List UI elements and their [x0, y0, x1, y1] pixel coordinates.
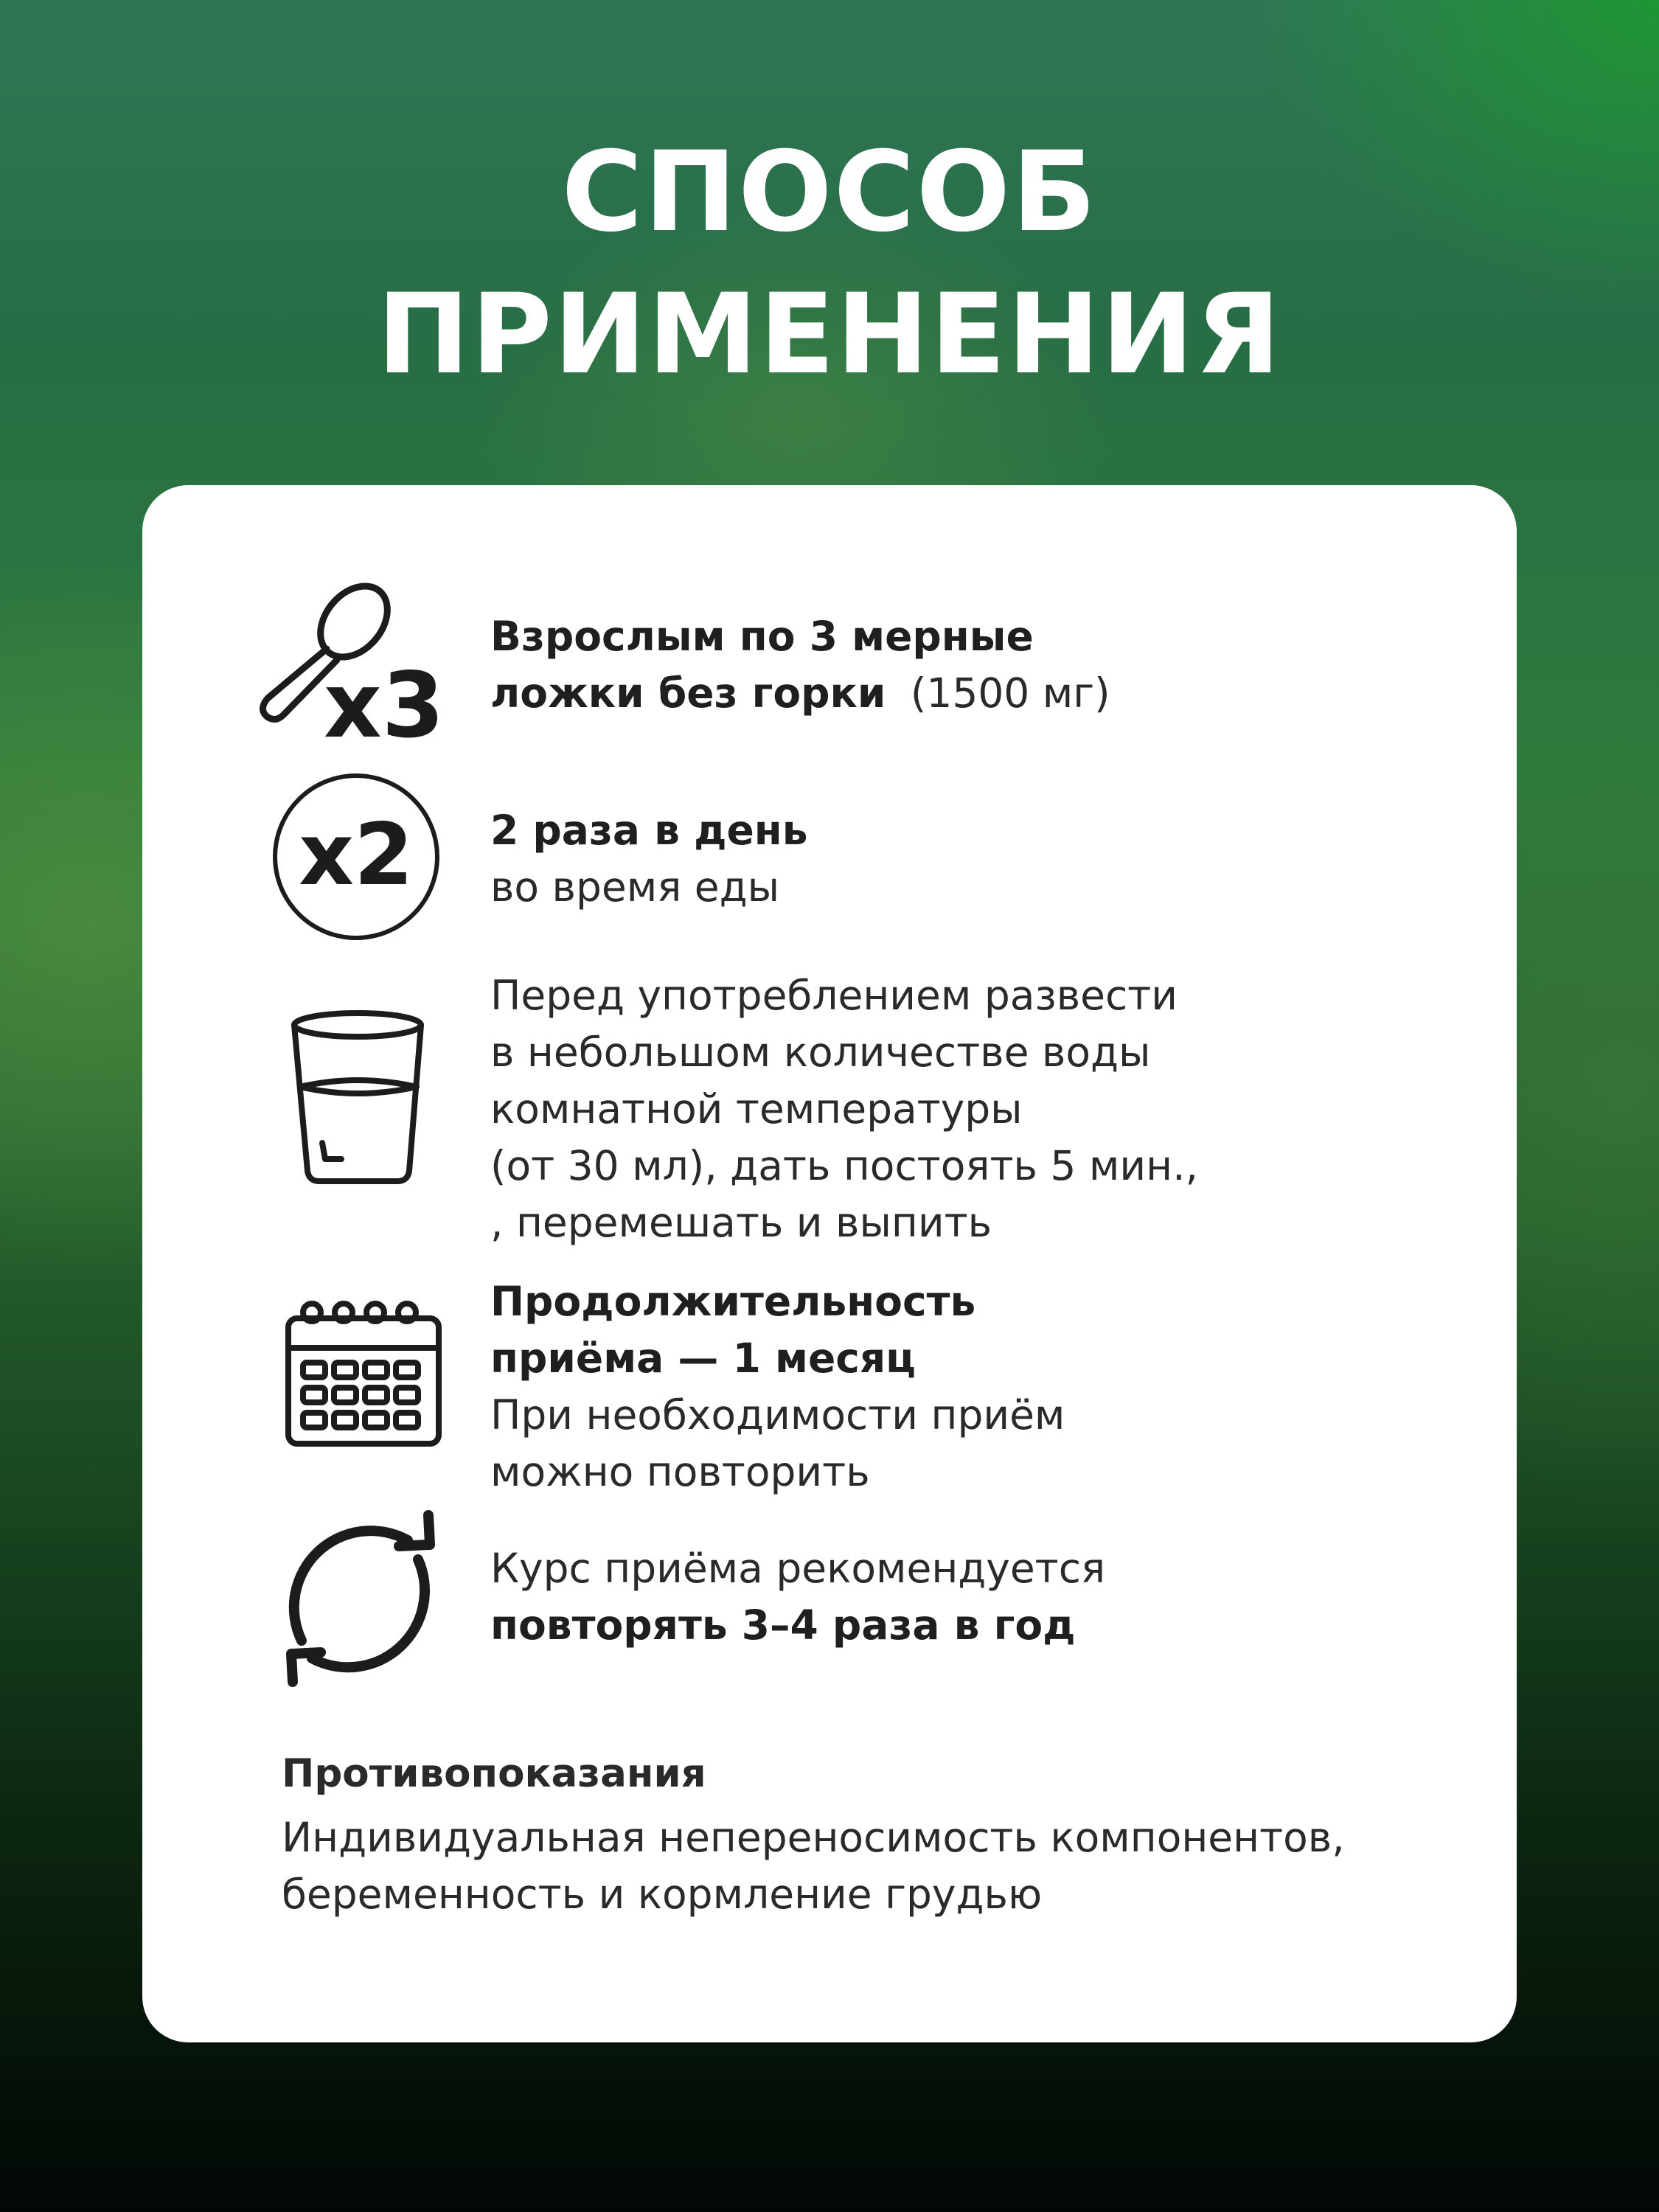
- spoon-x3-icon: [254, 573, 461, 758]
- item-preparation-text: [490, 967, 1198, 1251]
- frequency-line-1: 2 раза в день: [490, 807, 808, 854]
- preparation-line-2: в небольшом количестве воды: [490, 1029, 1151, 1076]
- calendar-icon: [282, 1296, 445, 1451]
- item-course-text: [490, 1540, 1105, 1654]
- instructions-card: [142, 485, 1517, 2042]
- frequency-line-2: во время еды: [490, 863, 780, 911]
- contraindications-line-1: Индивидуальная непереносимость компонентов,: [282, 1814, 1345, 1861]
- item-duration-text: [490, 1273, 1065, 1500]
- item-frequency-text: [490, 802, 808, 916]
- dosage-amount: (1500 мг): [910, 669, 1110, 717]
- dosage-line-2-bold: ложки без горки: [490, 669, 886, 717]
- duration-line-4: можно повторить: [490, 1448, 870, 1495]
- course-line-1: Курс приёма рекомендуется: [490, 1545, 1106, 1592]
- circle-x2-icon: [272, 773, 449, 950]
- course-line-2: повторять 3–4 раза в год: [490, 1601, 1076, 1649]
- preparation-line-1: Перед употреблением развести: [490, 972, 1178, 1019]
- preparation-line-5: , перемешать и выпить: [490, 1199, 992, 1246]
- preparation-line-4: (от 30 мл), дать постоять 5 мин.,: [490, 1142, 1199, 1189]
- contraindications-heading: Противопоказания: [282, 1751, 706, 1796]
- contraindications-line-2: беременность и кормление грудью: [282, 1871, 1043, 1918]
- duration-line-3: При необходимости приём: [490, 1391, 1065, 1439]
- contraindications-text: [282, 1809, 1345, 1923]
- preparation-line-3: комнатной температуры: [490, 1085, 1023, 1133]
- svg-text:x2: x2: [299, 805, 414, 905]
- title-line-2: ПРИМЕНЕНИЯ: [377, 271, 1282, 399]
- item-dosage-text: [490, 608, 1110, 722]
- dosage-line-1: Взрослым по 3 мерные: [490, 613, 1034, 660]
- duration-line-2: приёма — 1 месяц: [490, 1335, 916, 1382]
- water-glass-icon: [290, 1010, 437, 1187]
- title-line-1: СПОСОБ: [561, 128, 1098, 257]
- duration-line-1: Продолжительность: [490, 1278, 976, 1325]
- svg-text:x3: x3: [324, 653, 445, 758]
- page-title: [0, 122, 1659, 406]
- repeat-cycle-icon: [272, 1508, 449, 1685]
